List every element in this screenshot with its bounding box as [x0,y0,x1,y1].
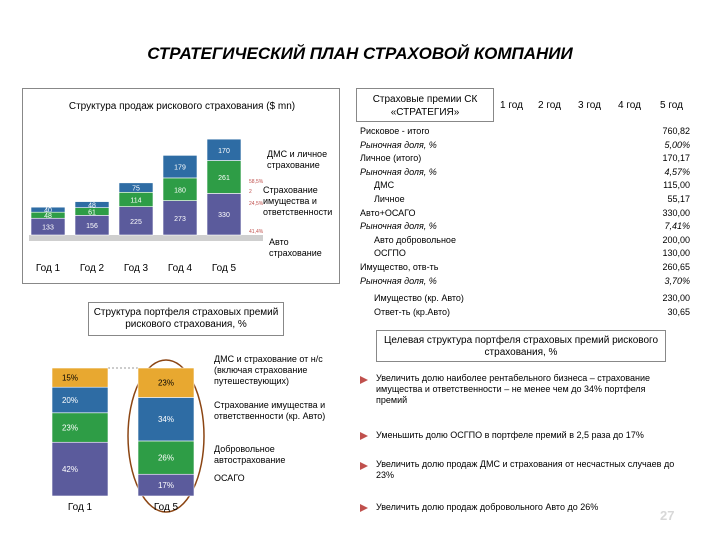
portfolio-legend-dms: ДМС и страхование от н/с (включая страхование путешествующих) [214,354,323,386]
target-bullet-2: Уменьшить долю ОСГПО в портфеле премий в 2,5 раза до 17% [376,430,644,440]
portfolio-legend-property: Страхование имущества и ответственности (кр. Авто) [214,400,326,421]
bar-value-label: 225 [130,218,142,226]
bar-value-label: 114 [130,197,142,205]
row-label: Рисковое - итого [360,126,430,136]
bar-value-label: 179 [174,164,186,172]
target-bullet-4: Увеличить долю продаж добровольного Авто до 26% [376,502,599,512]
portfolio-percent-label: 26% [157,453,175,463]
portfolio-percent-label: 20% [61,396,79,405]
bullet-icon [360,462,368,470]
table-header-label: Страховые премии СК «СТРАТЕГИЯ» [372,94,478,118]
table-row [360,165,690,179]
table-row [360,124,690,138]
table-row [360,138,690,152]
bar-value-label: 330 [218,212,230,220]
portfolio-category-label: Год 5 [153,502,179,513]
portfolio-legend-auto: Добровольное автострахование [214,444,286,465]
row-value: 5,00% [664,139,690,150]
side-percent-label: 41,4% [249,229,264,235]
target-bullet-1: Увеличить долю наиболее рентабельного бизнеса – страхование имущества и ответственности – не менее чем до 34% портфеля премий [376,373,650,405]
portfolio-chart [40,350,220,520]
table-row [360,246,690,260]
row-label: Авто добровольное [374,234,456,245]
row-value: 330,00 [662,207,690,218]
portfolio-percent-label: 17% [157,481,175,491]
row-label: Рыночная доля, % [360,275,437,286]
portfolio-category-label: Год 1 [67,502,93,513]
portfolio-percent-label: 42% [61,465,79,475]
row-value: 55,17 [667,194,690,204]
portfolio-title: Структура портфеля страховых премий рискового страхования, % [93,307,279,330]
row-label: Рыночная доля, % [360,221,437,232]
legend-dms: ДМС и личное страхование [267,149,328,170]
year-header-2: 2 год [538,100,561,111]
side-percent-label: 2 [249,189,252,195]
portfolio-percent-label: 23% [61,423,79,433]
sales-chart-title: Структура продаж рискового страхования ($ mn) [68,101,296,112]
row-label: Рыночная доля, % [360,139,437,150]
row-label: Имущество, отв-ть [360,262,439,272]
category-label: Год 4 [167,263,193,274]
bar-value-label: 48 [44,213,52,221]
side-percent-label: 24,5% [249,201,264,207]
year-header-1: 1 год [500,100,523,111]
target-bullet-3: Увеличить долю продаж ДМС и страхования от несчастных случаев до 23% [376,459,675,480]
category-label: Год 5 [211,263,237,274]
bar-value-label: 61 [88,209,96,217]
row-label: Рыночная доля, % [360,166,437,177]
year-header-5: 5 год [660,100,683,111]
bar-value-label: 170 [218,147,230,155]
portfolio-bar-segment [52,442,108,496]
year-header-3: 3 год [578,100,601,111]
row-label: Авто+ОСАГО [360,207,416,218]
row-value: 200,00 [662,234,690,245]
table-row [360,206,690,220]
page-title: СТРАТЕГИЧЕСКИЙ ПЛАН СТРАХОВОЙ КОМПАНИИ [147,44,573,63]
bar-value-label: 75 [132,185,140,193]
table-row [360,260,690,274]
portfolio-title-box [88,302,284,336]
row-label: Ответ-ть (кр.Авто) [374,306,450,317]
row-label: Личное [374,194,405,204]
bullet-icon [360,504,368,512]
row-value: 115,00 [663,180,690,191]
portfolio-percent-label: 15% [61,373,79,383]
row-label: ДМС [374,180,395,191]
bar-value-label: 273 [174,215,186,223]
row-value: 7,41% [664,221,690,232]
portfolio-percent-label: 34% [157,415,175,425]
table-row [360,219,690,233]
category-label: Год 1 [35,263,61,274]
page-number: 27 [660,508,675,523]
table-row [360,291,690,305]
table-row [360,305,690,319]
bar-value-label: 133 [42,224,54,232]
legend-property: Страхование имущества и ответственности [263,185,333,217]
table-row [360,274,690,288]
row-value: 130,00 [662,248,690,259]
row-value: 3,70% [664,275,690,286]
row-value: 4,57% [664,166,690,177]
row-label: Личное (итого) [360,153,422,164]
portfolio-bar-segment [52,368,108,387]
target-title-box [376,330,666,362]
portfolio-bar-segment [52,387,108,413]
row-value: 230,00 [662,293,690,304]
bar-value-label: 48 [88,202,96,210]
table-row [360,178,690,192]
legend-auto: Авто страхование [269,237,322,258]
table-header-box [356,88,494,122]
row-label: ОСГПО [374,248,406,259]
bullet-icon [360,432,368,440]
side-percent-label: 58,5% [249,179,264,185]
row-value: 30,65 [667,306,690,317]
row-value: 260,65 [662,262,690,272]
bullet-icon [360,376,368,384]
category-label: Год 3 [123,263,149,274]
table-row [360,192,690,206]
chart-baseline [29,235,263,241]
category-label: Год 2 [79,263,105,274]
bar-value-label: 180 [174,187,186,195]
table-row [360,151,690,165]
target-title: Целевая структура портфеля страховых премий рискового страхования, % [383,335,659,358]
row-label: Имущество (кр. Авто) [374,293,464,304]
row-value: 760,82 [662,126,690,136]
year-header-4: 4 год [618,100,641,111]
bar-value-label: 156 [86,223,98,231]
sales-chart-panel [22,88,340,284]
portfolio-legend-osago: ОСАГО [214,473,245,483]
bar-value-label: 40 [44,207,52,215]
table-row [360,233,690,247]
bar-value-label: 261 [218,174,230,182]
portfolio-percent-label: 23% [157,378,175,388]
row-value: 170,17 [662,153,690,164]
portfolio-bar-segment [52,413,108,442]
